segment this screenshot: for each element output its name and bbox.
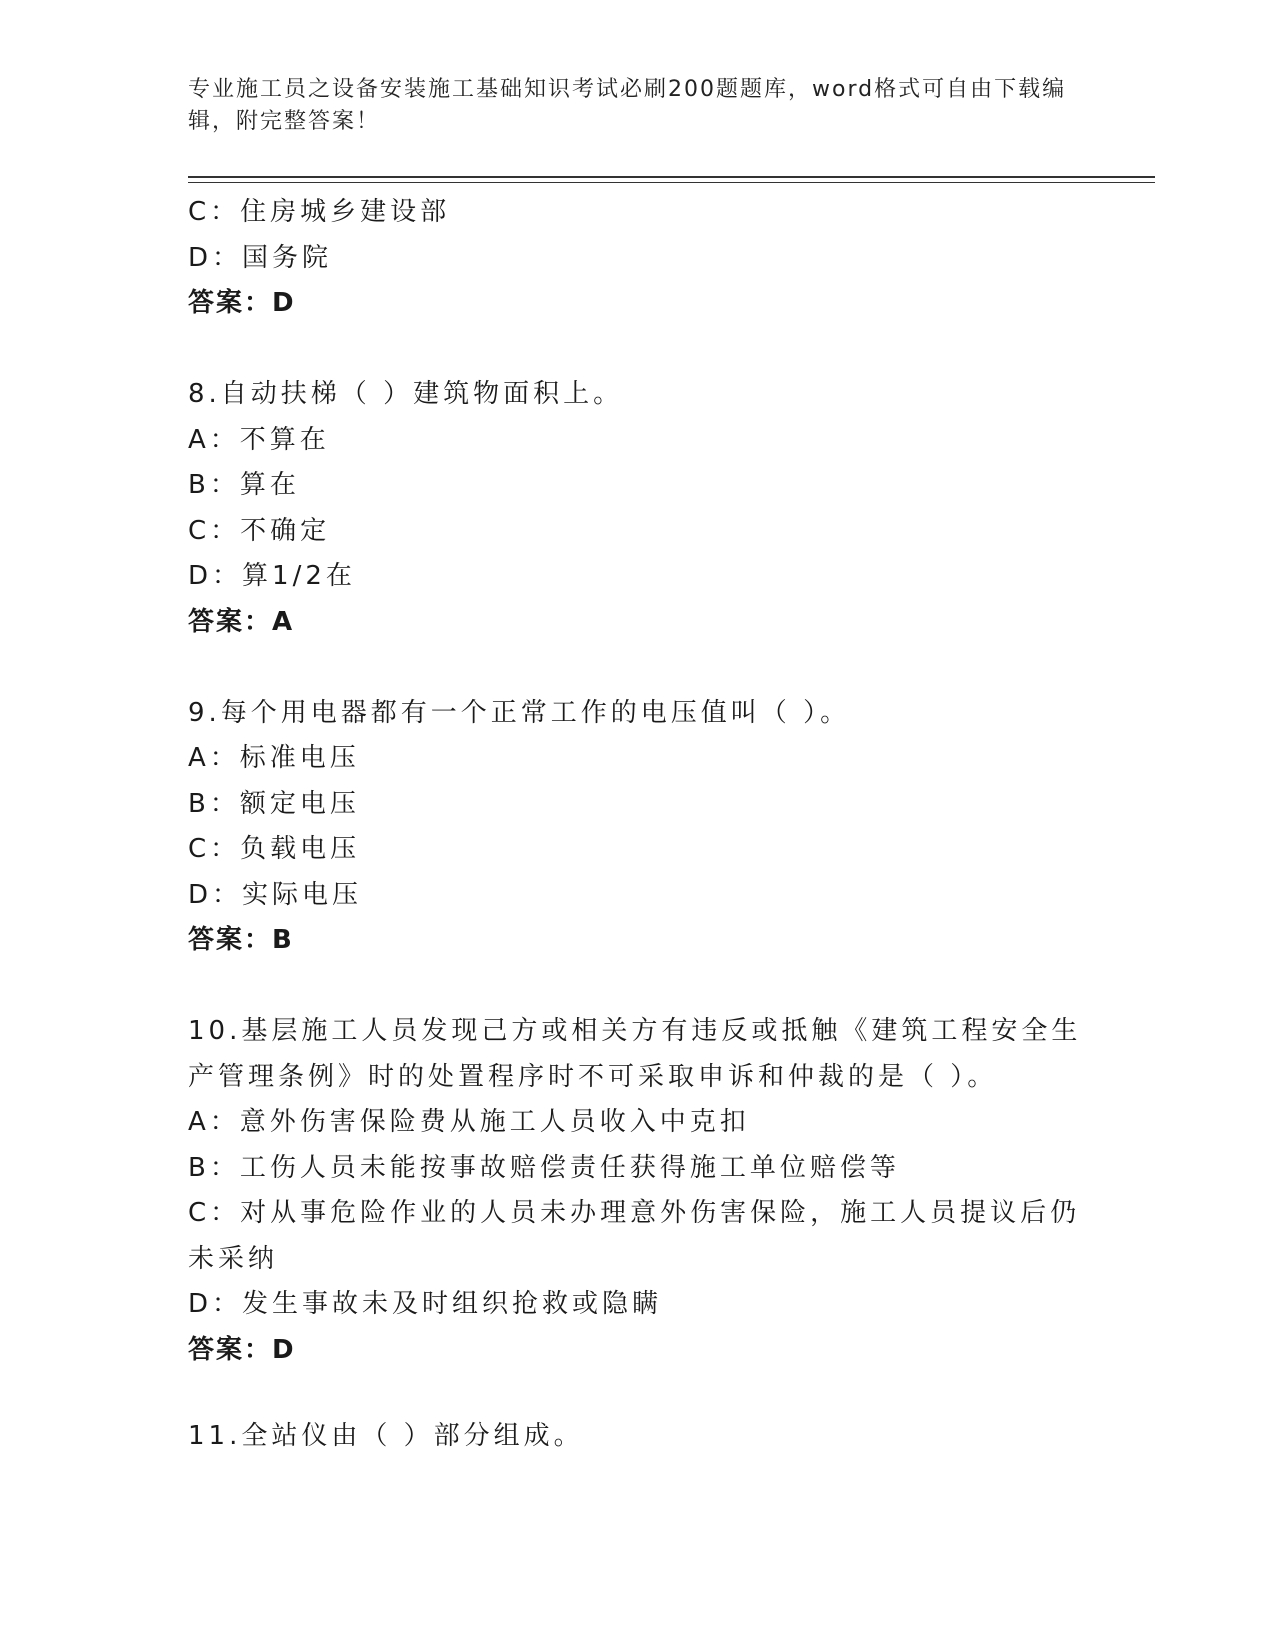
- header-rule-thick: [188, 176, 1155, 178]
- question-stem: 10.基层施工人员发现己方或相关方有违反或抵触《建筑工程安全生产管理条例》时的处置程序时不可采取申诉和仲裁的是（ ）。: [188, 1016, 1082, 1092]
- option-a: A：意外伤害保险费从施工人员收入中克扣: [188, 1107, 750, 1137]
- option-b: B：额定电压: [188, 788, 360, 819]
- header-rule-thin: [188, 182, 1155, 183]
- document-header: 专业施工员之设备安装施工基础知识考试必刷200题题库，word格式可自由下载编辑，附完整答案！: [188, 77, 1067, 134]
- question-list: [188, 190, 1088, 1373]
- answer-line: 答案：A: [188, 606, 295, 637]
- option-d: D：国务院: [188, 242, 333, 273]
- option-b: B：算在: [188, 470, 300, 500]
- option-b: B：工伤人员未能按事故赔偿责任获得施工单位赔偿等: [188, 1152, 900, 1183]
- question-stem: 8.自动扶梯（ ）建筑物面积上。: [188, 379, 624, 409]
- answer-line: 答案：D: [188, 288, 296, 318]
- option-d: D：实际电压: [188, 879, 363, 910]
- option-a: A：不算在: [188, 424, 330, 455]
- answer-line: 答案：B: [188, 925, 294, 955]
- option-c: C：负载电压: [188, 834, 361, 864]
- option-d: D：发生事故未及时组织抢救或隐瞒: [188, 1289, 663, 1319]
- option-c: C：不确定: [188, 515, 331, 546]
- option-a: A：标准电压: [188, 743, 360, 773]
- answer-line: 答案：D: [188, 1334, 296, 1365]
- option-c: C：对从事危险作业的人员未办理意外伤害保险，施工人员提议后仍未采纳: [188, 1198, 1081, 1274]
- option-d: D：算1/2在: [188, 561, 356, 591]
- question-stem: 9.每个用电器都有一个正常工作的电压值叫（ ）。: [188, 697, 851, 728]
- option-c: C：住房城乡建设部: [188, 197, 451, 227]
- question-stem: 11.全站仪由（ ）部分组成。: [188, 1421, 584, 1451]
